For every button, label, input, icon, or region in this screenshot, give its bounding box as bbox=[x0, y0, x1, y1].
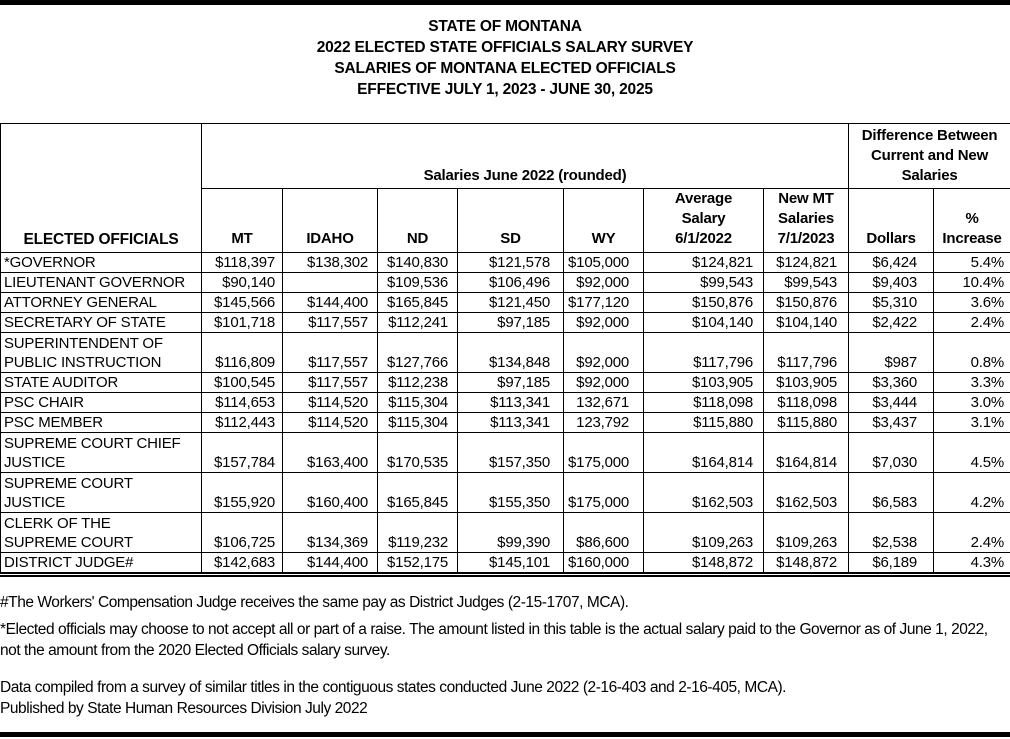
value-cell-wy: $92,000 bbox=[564, 273, 644, 293]
value-cell-mt: $101,718 bbox=[202, 313, 283, 333]
title-line-salaries: SALARIES OF MONTANA ELECTED OFFICIALS bbox=[334, 60, 676, 77]
salary-table-body bbox=[1, 253, 1010, 575]
value-cell-idaho: $117,557 bbox=[283, 373, 378, 393]
header-difference-group bbox=[849, 124, 1010, 189]
value-cell-idaho: $117,557 bbox=[283, 313, 378, 333]
col-header-sd: SD bbox=[458, 189, 564, 253]
col-header-nd: ND bbox=[378, 189, 458, 253]
value-cell-average-salary: $115,880 bbox=[644, 413, 764, 433]
value-cell-new-mt-salary: $124,821 bbox=[764, 253, 849, 273]
value-cell-nd: $115,304 bbox=[378, 413, 458, 433]
value-cell-mt: $106,725 bbox=[202, 513, 283, 553]
document-title-block bbox=[0, 16, 1010, 100]
value-cell-average-salary: $103,905 bbox=[644, 373, 764, 393]
value-cell-nd: $152,175 bbox=[378, 553, 458, 575]
value-cell-new-mt-salary: $162,503 bbox=[764, 473, 849, 513]
col-header-mt: MT bbox=[202, 189, 283, 253]
value-cell-new-mt-salary: $115,880 bbox=[764, 413, 849, 433]
value-cell-new-mt-salary: $104,140 bbox=[764, 313, 849, 333]
value-cell-percent-increase: 4.3% bbox=[934, 553, 1010, 575]
official-name-cell: SUPREME COURT JUSTICE bbox=[1, 473, 202, 513]
value-cell-difference-dollars: $3,444 bbox=[849, 393, 934, 413]
value-cell-nd: $115,304 bbox=[378, 393, 458, 413]
col-header-new-mt-salaries: New MT Salaries 7/1/2023 bbox=[764, 189, 849, 253]
top-border-bar bbox=[0, 0, 1010, 5]
value-cell-difference-dollars: $6,189 bbox=[849, 553, 934, 575]
official-name-cell: CLERK OF THE SUPREME COURT bbox=[1, 513, 202, 553]
value-cell-difference-dollars: $9,403 bbox=[849, 273, 934, 293]
value-cell-sd: $145,101 bbox=[458, 553, 564, 575]
value-cell-mt: $116,809 bbox=[202, 333, 283, 373]
value-cell-nd: $119,232 bbox=[378, 513, 458, 553]
value-cell-difference-dollars: $3,437 bbox=[849, 413, 934, 433]
value-cell-idaho: $134,369 bbox=[283, 513, 378, 553]
value-cell-percent-increase: 2.4% bbox=[934, 513, 1010, 553]
value-cell-mt: $114,653 bbox=[202, 393, 283, 413]
value-cell-mt: $145,566 bbox=[202, 293, 283, 313]
value-cell-sd: $134,848 bbox=[458, 333, 564, 373]
title-line-survey: 2022 ELECTED STATE OFFICIALS SALARY SURVEY bbox=[316, 39, 694, 56]
table-row bbox=[1, 253, 1010, 273]
table-row bbox=[1, 373, 1010, 393]
value-cell-percent-increase: 10.4% bbox=[934, 273, 1010, 293]
official-name-cell: LIEUTENANT GOVERNOR bbox=[1, 273, 202, 293]
value-cell-wy: 132,671 bbox=[564, 393, 644, 413]
official-name-cell: DISTRICT JUDGE# bbox=[1, 553, 202, 575]
value-cell-difference-dollars: $6,583 bbox=[849, 473, 934, 513]
header-salaries-group: Salaries June 2022 (rounded) bbox=[202, 124, 849, 189]
value-cell-mt: $100,545 bbox=[202, 373, 283, 393]
value-cell-percent-increase: 0.8% bbox=[934, 333, 1010, 373]
value-cell-nd: $165,845 bbox=[378, 293, 458, 313]
value-cell-percent-increase: 3.0% bbox=[934, 393, 1010, 413]
col-header-average-salary: Average Salary 6/1/2022 bbox=[644, 189, 764, 253]
footnote-elected-officials: *Elected officials may choose to not accept all or part of a raise. The amount listed in this table is the actual salary paid to the Governor as of June 1, 2022, not the amount from the 2020 Elected Officials salary survey. bbox=[0, 621, 988, 659]
footnote-workers-comp: #The Workers' Compensation Judge receives the same pay as District Judges (2-15-1707, MCA). bbox=[0, 594, 629, 611]
value-cell-sd: $113,341 bbox=[458, 393, 564, 413]
value-cell-new-mt-salary: $109,263 bbox=[764, 513, 849, 553]
value-cell-sd: $121,450 bbox=[458, 293, 564, 313]
value-cell-mt: $142,683 bbox=[202, 553, 283, 575]
value-cell-new-mt-salary: $99,543 bbox=[764, 273, 849, 293]
value-cell-wy: $86,600 bbox=[564, 513, 644, 553]
value-cell-sd: $157,350 bbox=[458, 433, 564, 473]
value-cell-mt: $118,397 bbox=[202, 253, 283, 273]
table-row bbox=[1, 433, 1010, 473]
value-cell-new-mt-salary: $164,814 bbox=[764, 433, 849, 473]
value-cell-idaho: $144,400 bbox=[283, 553, 378, 575]
title-line-effective: EFFECTIVE JULY 1, 2023 - JUNE 30, 2025 bbox=[357, 81, 653, 98]
value-cell-difference-dollars: $3,360 bbox=[849, 373, 934, 393]
value-cell-wy: $175,000 bbox=[564, 433, 644, 473]
difference-group-line: Salaries bbox=[901, 167, 958, 184]
official-name-cell: ATTORNEY GENERAL bbox=[1, 293, 202, 313]
value-cell-wy: $177,120 bbox=[564, 293, 644, 313]
value-cell-sd: $155,350 bbox=[458, 473, 564, 513]
value-cell-percent-increase: 5.4% bbox=[934, 253, 1010, 273]
value-cell-sd: $113,341 bbox=[458, 413, 564, 433]
value-cell-idaho: $160,400 bbox=[283, 473, 378, 513]
value-cell-idaho: $117,557 bbox=[283, 333, 378, 373]
difference-group-line: Difference Between bbox=[861, 127, 998, 144]
table-row bbox=[1, 333, 1010, 373]
value-cell-mt: $90,140 bbox=[202, 273, 283, 293]
value-cell-wy: $175,000 bbox=[564, 473, 644, 513]
value-cell-sd: $97,185 bbox=[458, 373, 564, 393]
col-header-idaho: IDAHO bbox=[283, 189, 378, 253]
table-row bbox=[1, 273, 1010, 293]
value-cell-average-salary: $118,098 bbox=[644, 393, 764, 413]
value-cell-new-mt-salary: $150,876 bbox=[764, 293, 849, 313]
bottom-border-bar bbox=[0, 732, 1010, 737]
table-row bbox=[1, 473, 1010, 513]
value-cell-sd: $121,578 bbox=[458, 253, 564, 273]
table-row bbox=[1, 513, 1010, 553]
table-row bbox=[1, 413, 1010, 433]
official-name-cell: SUPERINTENDENT OF PUBLIC INSTRUCTION bbox=[1, 333, 202, 373]
value-cell-percent-increase: 2.4% bbox=[934, 313, 1010, 333]
value-cell-average-salary: $148,872 bbox=[644, 553, 764, 575]
value-cell-idaho: $114,520 bbox=[283, 413, 378, 433]
value-cell-difference-dollars: $2,538 bbox=[849, 513, 934, 553]
value-cell-new-mt-salary: $118,098 bbox=[764, 393, 849, 413]
table-row bbox=[1, 553, 1010, 575]
value-cell-sd: $97,185 bbox=[458, 313, 564, 333]
value-cell-percent-increase: 3.1% bbox=[934, 413, 1010, 433]
col-header-dollars: Dollars bbox=[849, 189, 934, 253]
value-cell-wy: $105,000 bbox=[564, 253, 644, 273]
table-row bbox=[1, 313, 1010, 333]
value-cell-idaho: $163,400 bbox=[283, 433, 378, 473]
value-cell-mt: $112,443 bbox=[202, 413, 283, 433]
value-cell-average-salary: $104,140 bbox=[644, 313, 764, 333]
table-header bbox=[1, 124, 1010, 253]
value-cell-percent-increase: 4.2% bbox=[934, 473, 1010, 513]
value-cell-percent-increase: 3.6% bbox=[934, 293, 1010, 313]
official-name-cell: SECRETARY OF STATE bbox=[1, 313, 202, 333]
value-cell-idaho: $144,400 bbox=[283, 293, 378, 313]
value-cell-wy: 123,792 bbox=[564, 413, 644, 433]
value-cell-difference-dollars: $6,424 bbox=[849, 253, 934, 273]
value-cell-difference-dollars: $2,422 bbox=[849, 313, 934, 333]
value-cell-idaho bbox=[283, 273, 378, 293]
footnotes-block bbox=[0, 592, 1010, 719]
value-cell-average-salary: $109,263 bbox=[644, 513, 764, 553]
official-name-cell: STATE AUDITOR bbox=[1, 373, 202, 393]
value-cell-sd: $106,496 bbox=[458, 273, 564, 293]
value-cell-idaho: $138,302 bbox=[283, 253, 378, 273]
value-cell-wy: $92,000 bbox=[564, 373, 644, 393]
value-cell-new-mt-salary: $148,872 bbox=[764, 553, 849, 575]
value-cell-average-salary: $164,814 bbox=[644, 433, 764, 473]
value-cell-mt: $155,920 bbox=[202, 473, 283, 513]
value-cell-nd: $127,766 bbox=[378, 333, 458, 373]
value-cell-idaho: $114,520 bbox=[283, 393, 378, 413]
col-header-percent-increase: % Increase bbox=[934, 189, 1010, 253]
value-cell-wy: $160,000 bbox=[564, 553, 644, 575]
header-elected-officials: ELECTED OFFICIALS bbox=[1, 124, 202, 253]
footnote-data-compiled: Data compiled from a survey of similar titles in the contiguous states conducted June 2022 (2-16-403 and 2-16-405, MCA). bbox=[0, 679, 787, 696]
official-name-cell: PSC CHAIR bbox=[1, 393, 202, 413]
value-cell-percent-increase: 3.3% bbox=[934, 373, 1010, 393]
value-cell-average-salary: $162,503 bbox=[644, 473, 764, 513]
table-row bbox=[1, 393, 1010, 413]
difference-group-line: Current and New bbox=[871, 147, 989, 164]
value-cell-average-salary: $117,796 bbox=[644, 333, 764, 373]
value-cell-nd: $140,830 bbox=[378, 253, 458, 273]
official-name-cell: SUPREME COURT CHIEF JUSTICE bbox=[1, 433, 202, 473]
value-cell-nd: $109,536 bbox=[378, 273, 458, 293]
value-cell-nd: $170,535 bbox=[378, 433, 458, 473]
value-cell-mt: $157,784 bbox=[202, 433, 283, 473]
value-cell-nd: $165,845 bbox=[378, 473, 458, 513]
value-cell-difference-dollars: $5,310 bbox=[849, 293, 934, 313]
value-cell-wy: $92,000 bbox=[564, 333, 644, 373]
salary-survey-table bbox=[0, 123, 1010, 577]
value-cell-wy: $92,000 bbox=[564, 313, 644, 333]
value-cell-new-mt-salary: $103,905 bbox=[764, 373, 849, 393]
official-name-cell: *GOVERNOR bbox=[1, 253, 202, 273]
value-cell-average-salary: $99,543 bbox=[644, 273, 764, 293]
title-line-state: STATE OF MONTANA bbox=[428, 18, 582, 35]
value-cell-average-salary: $124,821 bbox=[644, 253, 764, 273]
col-header-wy: WY bbox=[564, 189, 644, 253]
official-name-cell: PSC MEMBER bbox=[1, 413, 202, 433]
group-header-row bbox=[1, 124, 1010, 189]
footnote-published: Published by State Human Resources Division July 2022 bbox=[0, 700, 368, 717]
value-cell-nd: $112,238 bbox=[378, 373, 458, 393]
value-cell-average-salary: $150,876 bbox=[644, 293, 764, 313]
value-cell-percent-increase: 4.5% bbox=[934, 433, 1010, 473]
table-row bbox=[1, 293, 1010, 313]
value-cell-nd: $112,241 bbox=[378, 313, 458, 333]
value-cell-new-mt-salary: $117,796 bbox=[764, 333, 849, 373]
value-cell-difference-dollars: $7,030 bbox=[849, 433, 934, 473]
value-cell-sd: $99,390 bbox=[458, 513, 564, 553]
value-cell-difference-dollars: $987 bbox=[849, 333, 934, 373]
